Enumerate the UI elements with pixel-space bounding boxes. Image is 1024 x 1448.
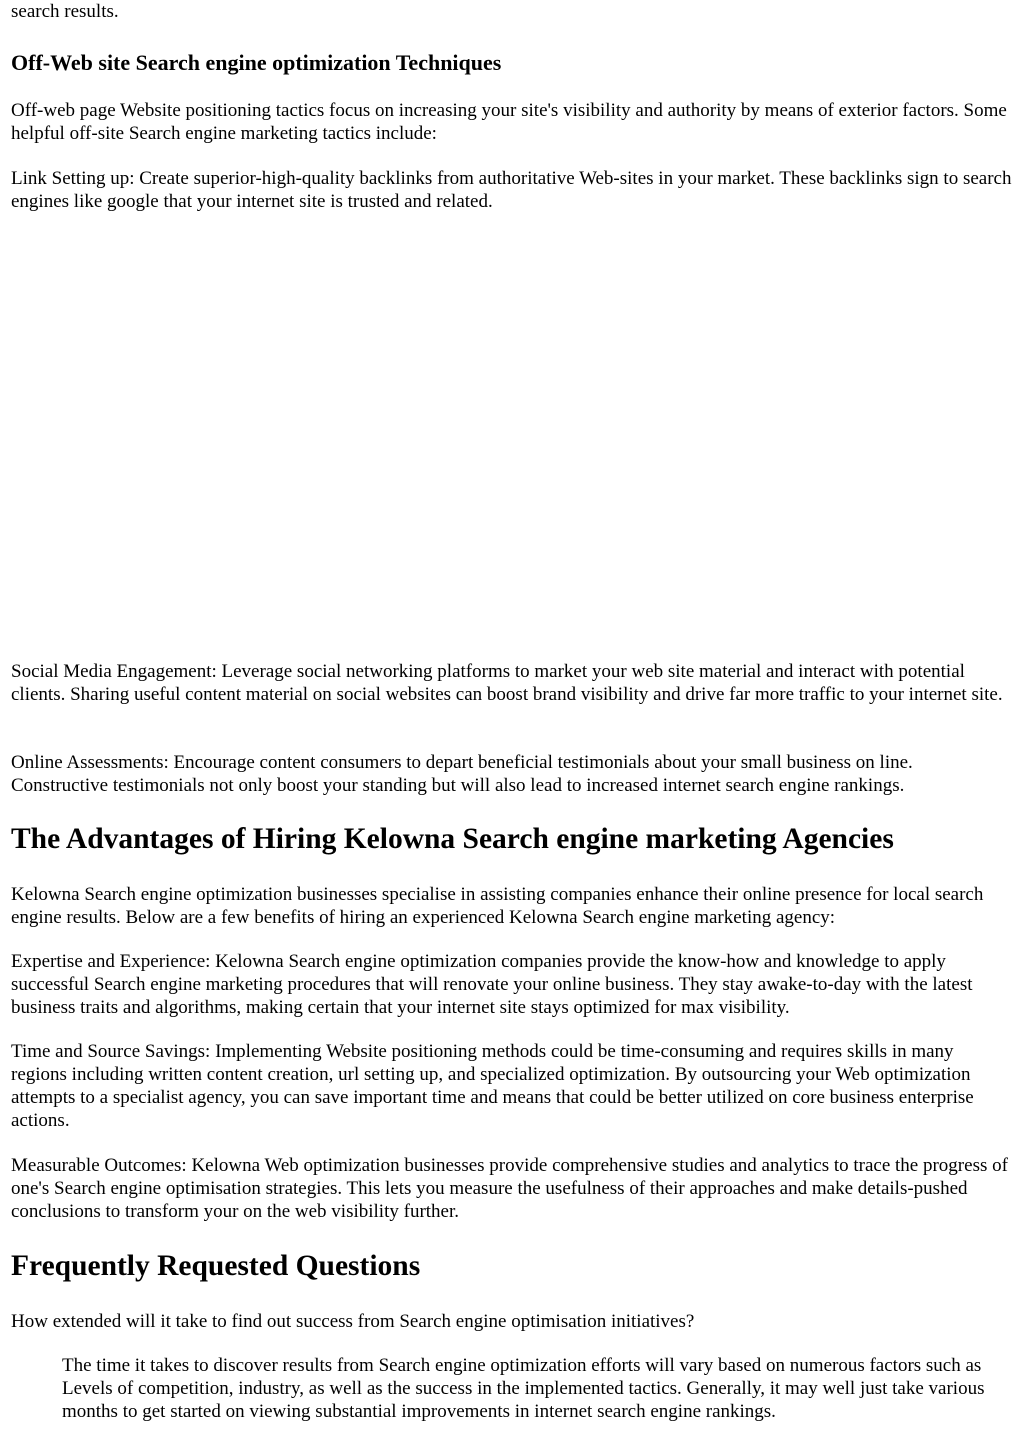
- paragraph-search-results-tail: search results.: [11, 1, 119, 22]
- paragraph-advantages-intro: Kelowna Search engine optimization businesses specialise in assisting companies enhance their online presence for local search engine results. Below are a few benefits of hiring an experienced Kelowna Search engine marketing agency:: [11, 884, 984, 928]
- paragraph-expertise: Expertise and Experience: Kelowna Search engine optimization companies provide the know-how and knowledge to apply successful Search engine marketing procedures that will renovate your online business. They stay awake-to-day with the latest business traits and algorithms, making certain that your internet site stays optimized for max visibility.: [11, 951, 973, 1018]
- heading-faq: Frequently Requested Questions: [11, 1250, 421, 1282]
- heading-advantages: The Advantages of Hiring Kelowna Search engine marketing Agencies: [11, 823, 894, 855]
- paragraph-link-building: Link Setting up: Create superior-high-quality backlinks from authoritative Web-sites in your market. These backlinks sign to search engines like google that your internet site is trusted and related.: [11, 168, 1012, 212]
- paragraph-time-savings: Time and Source Savings: Implementing Website positioning methods could be time-consuming and requires skills in many regions including written content creation, url setting up, and specialized optimization. By outsourcing your Web optimization attempts to a specialist agency, you can save important time and means that could be better utilized on core business enterprise actions.: [11, 1041, 974, 1131]
- paragraph-measurable-outcomes: Measurable Outcomes: Kelowna Web optimization businesses provide comprehensive studies and analytics to trace the progress of one's Search engine optimisation strategies. This lets you measure the usefulness of their approaches and make details-pushed conclusions to transform your on the web visibility further.: [11, 1155, 1008, 1222]
- paragraph-online-reviews: Online Assessments: Encourage content consumers to depart beneficial testimonials about your small business on line. Constructive testimonials not only boost your standing but will also lead to increased internet search engine rankings.: [11, 752, 913, 796]
- paragraph-social-media: Social Media Engagement: Leverage social networking platforms to market your web site material and interact with potential clients. Sharing useful content material on social websites can boost brand visibility and drive far more traffic to your internet site.: [11, 661, 1003, 705]
- faq-answer-1: The time it takes to discover results from Search engine optimization efforts will vary based on numerous factors such as Levels of competition, industry, as well as the success in the implemented tactics. Generally, it may well just take various months to get started on viewing substantial improvements in internet search engine rankings.: [62, 1355, 985, 1422]
- paragraph-offsite-intro: Off-web page Website positioning tactics focus on increasing your site's visibility and authority by means of exterior factors. Some helpful off-site Search engine marketing tactics include:: [11, 100, 1007, 144]
- heading-offsite-techniques: Off-Web site Search engine optimization Techniques: [11, 50, 502, 75]
- faq-question-1: How extended will it take to find out success from Search engine optimisation initiatives?: [11, 1311, 695, 1332]
- blank-media-space: [11, 215, 1013, 655]
